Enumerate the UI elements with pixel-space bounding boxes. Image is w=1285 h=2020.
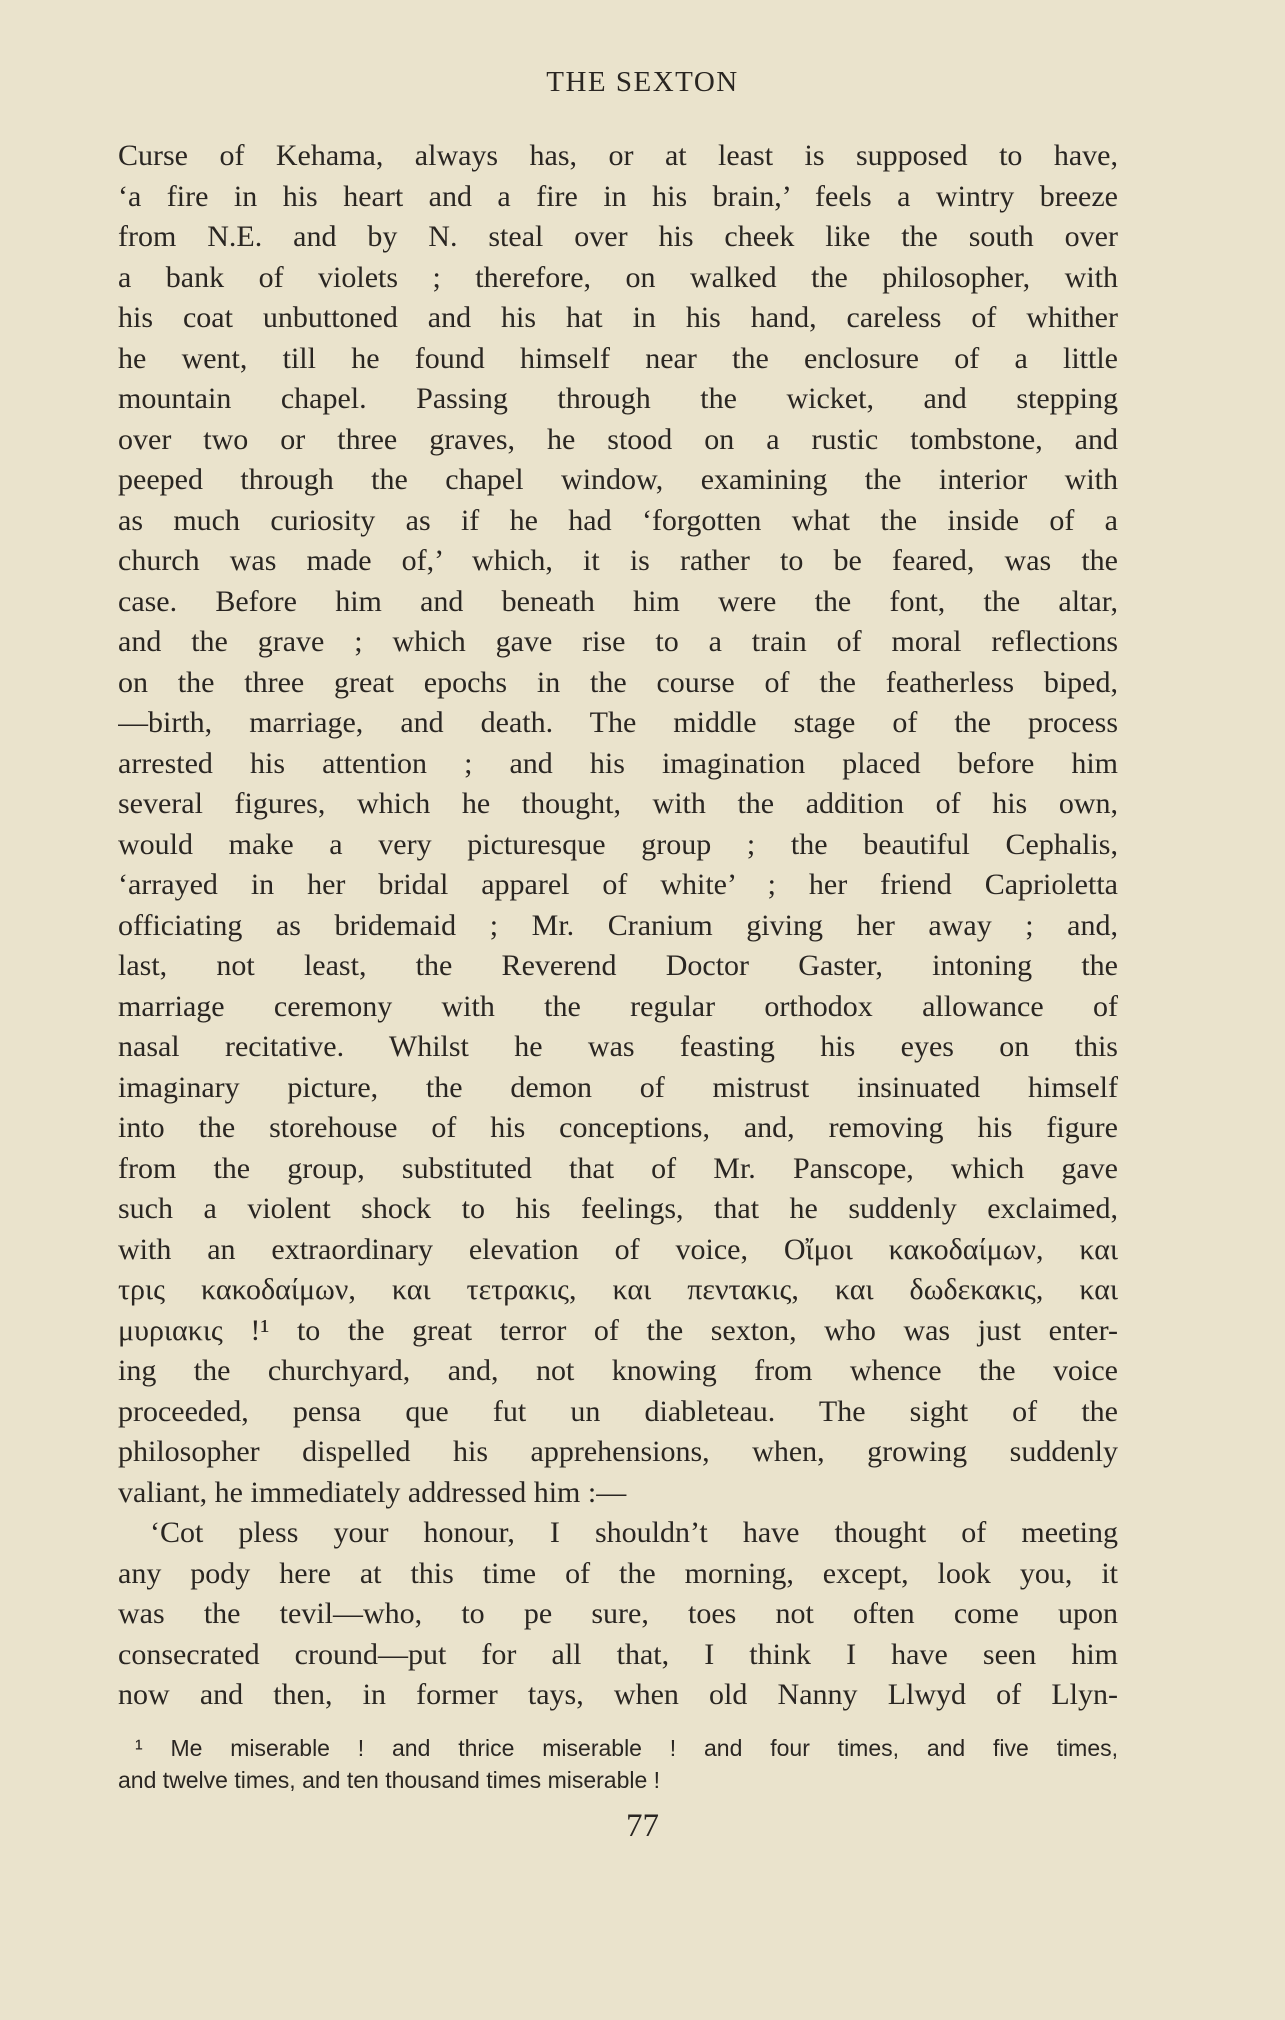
text-line: valiant, he immediately addressed him :— — [118, 1475, 627, 1509]
text-line: his coat unbuttoned and his hat in his hand, careless of whither — [118, 301, 1118, 334]
text-line: marriage ceremony with the regular orthodox allowance of — [118, 989, 1118, 1023]
text-line: philosopher dispelled his apprehensions, when, growing suddenly — [118, 1435, 1118, 1468]
text-line: on the three great epochs in the course of the featherless biped, — [118, 665, 1118, 699]
text-line: μυριακις !¹ to the great terror of the sexton, who was just enter- — [118, 1313, 1118, 1347]
text-line: several figures, which he thought, with the addition of his own, — [118, 787, 1118, 820]
text-line: ‘arrayed in her bridal apparel of white’ ; her friend Caprioletta — [118, 868, 1118, 901]
text-line: he went, till he found himself near the enclosure of a little — [118, 341, 1118, 375]
text-line: nasal recitative. Whilst he was feasting his eyes on this — [118, 1030, 1118, 1063]
text-line: —birth, marriage, and death. The middle stage of the process — [118, 706, 1118, 739]
text-line: would make a very picturesque group ; the beautiful Cephalis, — [118, 827, 1118, 861]
text-line: τρις κακοδαίμων, και τετρακις, και πεντακις, και δωδεκακις, και — [118, 1273, 1118, 1306]
text-line: from N.E. and by N. steal over his cheek like the south over — [118, 220, 1118, 253]
footnote — [118, 1732, 1118, 1796]
text-line: any pody here at this time of the morning, except, look you, it — [118, 1556, 1118, 1590]
text-line: into the storehouse of his conceptions, and, removing his figure — [118, 1111, 1118, 1144]
text-line: such a violent shock to his feelings, that he suddenly exclaimed, — [118, 1192, 1118, 1225]
text-line: now and then, in former tays, when old Nanny Llwyd of Llyn- — [118, 1678, 1118, 1711]
text-line: arrested his attention ; and his imagination placed before him — [118, 746, 1118, 780]
running-head: THE SEXTON — [546, 66, 739, 98]
page-number: 77 — [626, 1808, 659, 1844]
text-line: ‘Cot pless your honour, I shouldn’t have thought of meeting — [150, 1516, 1118, 1549]
text-line: over two or three graves, he stood on a rustic tombstone, and — [118, 422, 1118, 456]
text-line: with an extraordinary elevation of voice, Οἴμοι κακοδαίμων, και — [118, 1232, 1118, 1266]
body-text — [118, 136, 1118, 1716]
footnote-line: and twelve times, and ten thousand times miserable ! — [118, 1767, 661, 1793]
text-line: mountain chapel. Passing through the wicket, and stepping — [118, 382, 1118, 415]
text-line: from the group, substituted that of Mr. Panscope, which gave — [118, 1151, 1118, 1185]
text-line: was the tevil—who, to pe sure, toes not often come upon — [118, 1597, 1118, 1630]
text-line: peeped through the chapel window, examining the interior with — [118, 463, 1118, 496]
text-line: as much curiosity as if he had ‘forgotten what the inside of a — [118, 503, 1118, 537]
text-line: officiating as bridemaid ; Mr. Cranium giving her away ; and, — [118, 908, 1118, 942]
text-line: Curse of Kehama, always has, or at least is supposed to have, — [118, 139, 1118, 172]
footnote-line: ¹ Me miserable ! and thrice miserable ! and four times, and five times, — [135, 1735, 1118, 1761]
text-line: ing the churchyard, and, not knowing from whence the voice — [118, 1354, 1118, 1387]
text-line: a bank of violets ; therefore, on walked the philosopher, with — [118, 260, 1118, 294]
text-line: church was made of,’ which, it is rather to be feared, was the — [118, 544, 1118, 577]
text-line: last, not least, the Reverend Doctor Gaster, intoning the — [118, 949, 1118, 982]
text-line: and the grave ; which gave rise to a train of moral reflections — [118, 625, 1118, 658]
text-line: ‘a fire in his heart and a fire in his brain,’ feels a wintry breeze — [118, 179, 1118, 213]
text-line: consecrated cround—put for all that, I think I have seen him — [118, 1637, 1118, 1671]
text-line: case. Before him and beneath him were the font, the altar, — [118, 584, 1118, 618]
text-line: imaginary picture, the demon of mistrust insinuated himself — [118, 1070, 1118, 1104]
text-line: proceeded, pensa que fut un diableteau. The sight of the — [118, 1394, 1118, 1428]
